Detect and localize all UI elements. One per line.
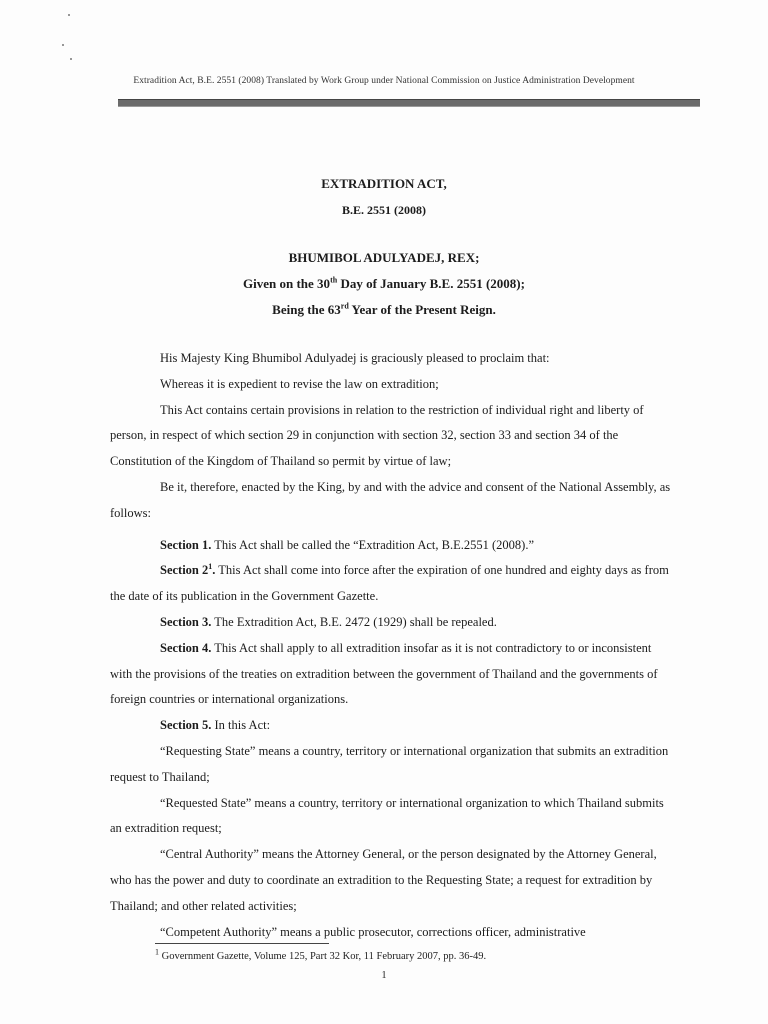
scan-speck	[68, 14, 70, 16]
preamble-restriction: This Act contains certain provisions in relation to the restriction of individual right and liberty of person, in respect of which section 29 in conjunction with section 32, section 33 and section 34 of the Constitution of the Kingdom of Thailand so permit by virtue of law;	[110, 402, 644, 469]
section-5-text: In this Act:	[211, 718, 271, 733]
section-4-text: This Act shall apply to all extradition insofar as it is not contradictory to or inconsistent with the provisions of the treaties on extradition between the government of Thailand and the governments of foreign countries or international organizations.	[110, 640, 658, 707]
body-text	[110, 346, 672, 945]
section-4-label: Section 4.	[160, 640, 212, 655]
definition-requested-state: “Requested State” means a country, territory or international organization to which Thailand submits an extradition request;	[110, 795, 664, 836]
definition-competent-authority: “Competent Authority” means a public prosecutor, corrections officer, administrative	[160, 924, 586, 939]
section-5-label: Section 5.	[160, 718, 212, 733]
act-title: EXTRADITION ACT,	[321, 176, 447, 191]
reign-sup: rd	[340, 301, 349, 311]
section-3	[110, 610, 672, 636]
section-2-label	[160, 563, 215, 577]
section-4	[110, 636, 672, 713]
given-date-pre: Given on the 30	[243, 276, 331, 291]
section-2-label-text: Section 2	[160, 563, 209, 578]
section-2	[110, 558, 672, 610]
footnote-text: Government Gazette, Volume 125, Part 32 Kor, 11 February 2007, pp. 36-49.	[159, 951, 487, 962]
footnote	[155, 947, 487, 962]
given-date	[0, 276, 768, 292]
section-3-text: The Extradition Act, B.E. 2472 (1929) shall be repealed.	[211, 614, 497, 629]
reign-pre: Being the 63	[272, 302, 341, 317]
footnote-ref: 1	[208, 562, 213, 572]
reign-year	[0, 302, 768, 318]
section-1-text: This Act shall be called the “Extradition Act, B.E.2551 (2008).”	[211, 537, 535, 552]
running-header: Extradition Act, B.E. 2551 (2008) Translated by Work Group under National Commission on Justice Administration Development	[133, 76, 635, 86]
section-1-label: Section 1.	[160, 537, 212, 552]
definition-requesting-state: “Requesting State” means a country, territory or international organization that submits an extradition request to Thailand;	[110, 743, 669, 784]
section-3-label: Section 3.	[160, 614, 212, 629]
footnote-mark: 1	[155, 947, 159, 957]
section-5	[110, 713, 672, 739]
section-1	[110, 533, 672, 559]
scan-speck	[62, 44, 64, 46]
section-2-label-dot: .	[212, 563, 216, 578]
section-2-text: This Act shall come into force after the expiration of one hundred and eighty days as from the date of its publication in the Government Gazette.	[110, 563, 669, 604]
royal-name: BHUMIBOL ADULYADEJ, REX;	[288, 250, 480, 265]
footnote-rule	[155, 943, 329, 944]
preamble-whereas: Whereas it is expedient to revise the law on extradition;	[160, 376, 439, 391]
preamble-proclaim: His Majesty King Bhumibol Adulyadej is graciously pleased to proclaim that:	[160, 351, 550, 365]
act-year: B.E. 2551 (2008)	[342, 203, 426, 217]
scan-speck	[70, 58, 72, 60]
reign-post: Year of the Present Reign.	[348, 302, 496, 317]
given-date-post: Day of January B.E. 2551 (2008);	[337, 276, 525, 291]
preamble-enactment: Be it, therefore, enacted by the King, by and with the advice and consent of the National Assembly, as follows:	[110, 479, 671, 520]
definition-central-authority: “Central Authority” means the Attorney General, or the person designated by the Attorney General, who has the power and duty to coordinate an extradition to the Requesting State; a request for extradition by Thailand; and other related activities;	[110, 847, 657, 913]
header-rule	[118, 99, 700, 107]
page-number: 1	[381, 970, 387, 981]
given-date-sup: th	[330, 275, 338, 285]
